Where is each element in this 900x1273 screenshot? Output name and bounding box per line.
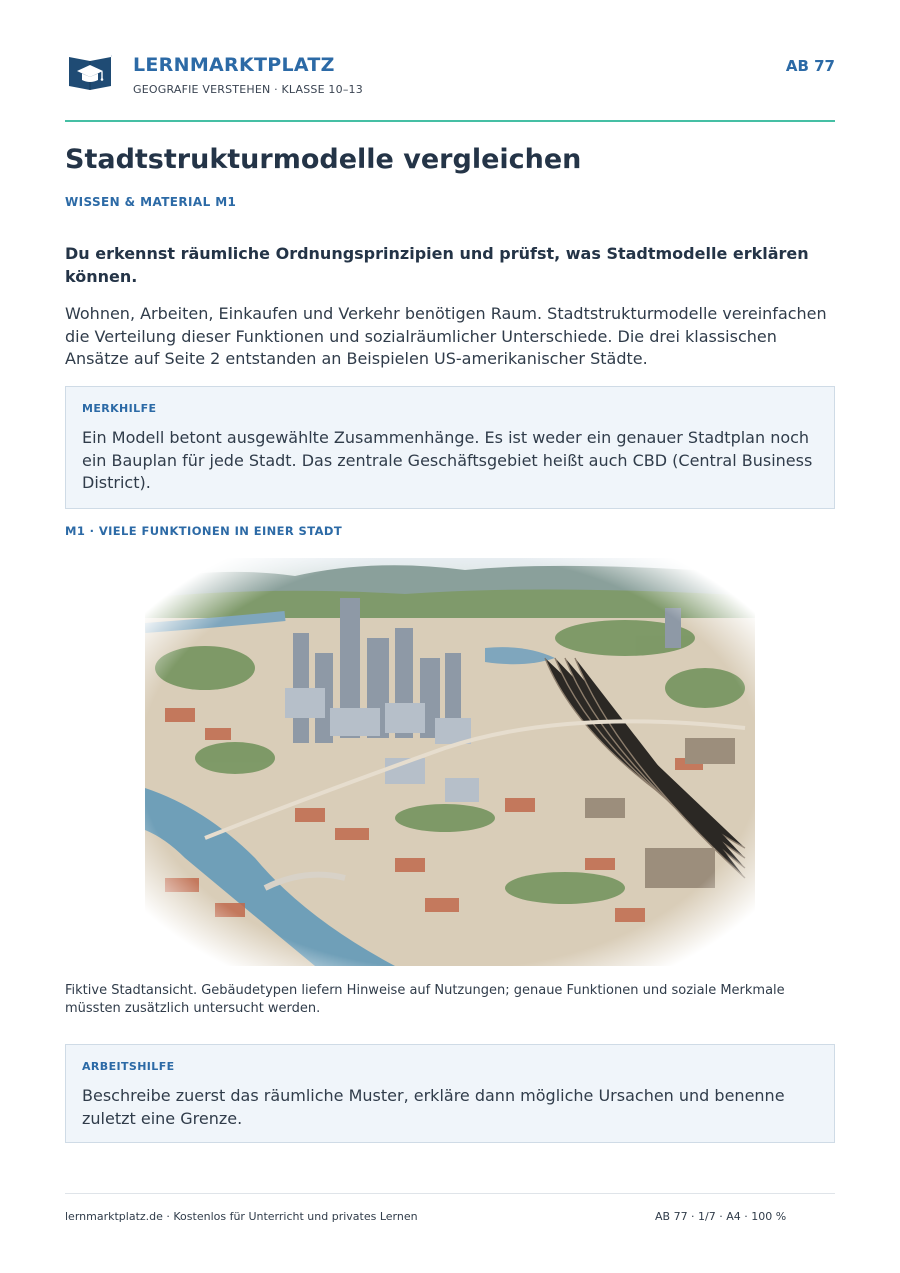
intro-text: Wohnen, Arbeiten, Einkaufen und Verkehr benötigen Raum. Stadtstrukturmodelle vereinfachen die Verteilung dieser Funktionen und sozialräumlicher Unterschiede. Die drei klassischen Ansätze auf Seite 2 entstanden an Beispielen US-amerikanischer Städte. — [65, 304, 827, 368]
arbeitshilfe-text: Beschreibe zuerst das räumliche Muster, erkläre dann mögliche Ursachen und benenne zuletzt eine Grenze. — [82, 1086, 785, 1128]
page-header — [65, 50, 835, 100]
page-title: Stadtstrukturmodelle vergleichen — [65, 144, 582, 175]
lead-text: Du erkennst räumliche Ordnungsprinzipien und prüfst, was Stadtmodelle erklären können. — [65, 244, 809, 286]
graduation-cap-book-icon — [68, 54, 112, 92]
section-kicker: WISSEN & MATERIAL M1 — [65, 195, 237, 209]
city-aerial-illustration — [145, 558, 755, 966]
figure-caption: Fiktive Stadtansicht. Gebäudetypen liefern Hinweise auf Nutzungen; genaue Funktionen und soziale Merkmale müssten zusätzlich untersucht werden. — [65, 983, 785, 1016]
brand-subtitle: GEOGRAFIE VERSTEHEN · KLASSE 10–13 — [133, 83, 363, 96]
merkhilfe-box — [65, 386, 835, 509]
header-rule — [65, 120, 835, 122]
footer-site: lernmarktplatz.de · Kostenlos für Unterricht und privates Lernen — [65, 1210, 418, 1223]
sheet-id: AB 77 — [785, 57, 835, 75]
merkhilfe-text: Ein Modell betont ausgewählte Zusammenhänge. Es ist weder ein genauer Stadtplan noch ein Bauplan für jede Stadt. Das zentrale Geschäftsgebiet heißt auch CBD (Central Business District). — [82, 428, 813, 492]
arbeitshilfe-label: ARBEITSHILFE — [82, 1060, 175, 1073]
arbeitshilfe-box — [65, 1044, 835, 1143]
footer-page-info: AB 77 · 1/7 · A4 · 100 % — [655, 1210, 787, 1223]
merkhilfe-label: MERKHILFE — [82, 402, 157, 415]
brand-name: LERNMARKTPLATZ — [133, 54, 335, 76]
material-label: M1 · VIELE FUNKTIONEN IN EINER STADT — [65, 524, 343, 538]
footer-rule — [65, 1193, 835, 1194]
